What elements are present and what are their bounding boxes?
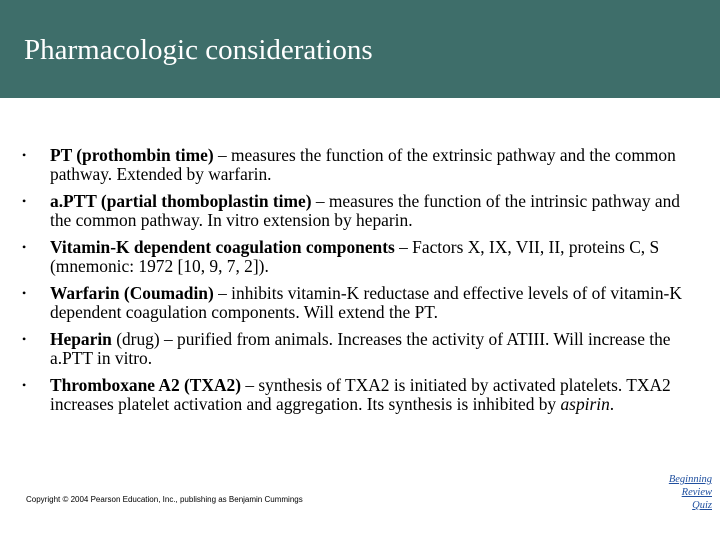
bullet-term: PT (prothombin time) — [50, 145, 214, 165]
bullet-icon: • — [22, 148, 27, 162]
nav-links — [669, 473, 712, 512]
title-bar — [0, 0, 720, 98]
bullet-list — [22, 146, 702, 422]
bullet-text: – measures the function of the extrinsic pathway and the common pathway. Extended by warfarin. — [50, 145, 676, 184]
bullet-text: – synthesis of TXA2 is initiated by activated platelets. TXA2 increases platelet activation and aggregation. Its synthesis is inhibited by — [50, 375, 671, 414]
nav-link-review[interactable]: Review — [681, 487, 712, 498]
bullet-term: Warfarin (Coumadin) — [50, 283, 214, 303]
bullet-icon: • — [22, 240, 27, 254]
bullet-icon: • — [22, 286, 27, 300]
copyright-notice: Copyright © 2004 Pearson Education, Inc., publishing as Benjamin Cummings — [26, 495, 303, 504]
bullet-tail: . — [609, 394, 615, 414]
bullet-icon: • — [22, 378, 27, 392]
bullet-term: Vitamin-K dependent coagulation components — [50, 237, 395, 257]
bullet-item — [22, 238, 702, 276]
slide-title: Pharmacologic considerations — [24, 34, 373, 66]
bullet-term: Thromboxane A2 (TXA2) — [50, 375, 241, 395]
bullet-item — [22, 146, 702, 184]
bullet-term: a.PTT (partial thomboplastin time) — [50, 191, 312, 211]
bullet-term: Heparin — [50, 329, 112, 349]
bullet-text: – inhibits vitamin-K reductase and effective levels of of vitamin-K dependent coagulation components. Will extend the PT. — [50, 283, 682, 322]
bullet-text: – Factors X, IX, VII, II, proteins C, S (mnemonic: 1972 [10, 9, 7, 2]). — [50, 237, 660, 276]
bullet-icon: • — [22, 194, 27, 208]
bullet-item — [22, 284, 702, 322]
bullet-text: – measures the function of the intrinsic pathway and the common pathway. In vitro extension by heparin. — [50, 191, 680, 230]
nav-link-quiz[interactable]: Quiz — [692, 500, 712, 511]
bullet-item — [22, 192, 702, 230]
bullet-item — [22, 376, 702, 414]
bullet-text: (drug) – purified from animals. Increases the activity of ATIII. Will increase the a.PTT in vitro. — [50, 329, 671, 368]
bullet-emphasis: aspirin — [560, 394, 610, 414]
bullet-item — [22, 330, 702, 368]
bullet-icon: • — [22, 332, 27, 346]
nav-link-beginning[interactable]: Beginning — [668, 474, 712, 485]
